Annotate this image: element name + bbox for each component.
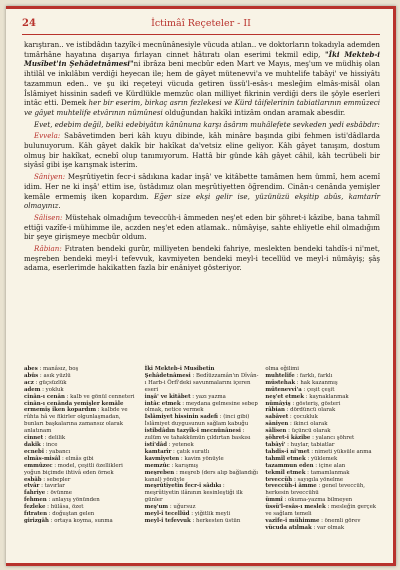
item-salisen: Sâlisen: Müstehak olmadığım teveccüh-i âmmeden neş'et eden bir şöhret-i kâzibe, bana tahmîl ettiği vazîfe-i mühimme ile, aczden neş'et eden atlamak.. nümâyişe, sahte ehliyetle ehil olmadığım bir şeye girişmeye mecbûr oldum.	[24, 212, 380, 242]
glossary-entry: kavmiyeten : kavim yönüyle	[144, 455, 224, 462]
glossary-entry: cinnet : delilik	[24, 435, 66, 442]
glossary-entry: neş'et etmek : kaynaklanmak	[265, 393, 349, 400]
glossary-entry: fezleke : hülâsa, özet	[24, 504, 84, 511]
glossary-entry: vazîfe-i mühimme : önemli görev	[265, 517, 361, 524]
glossary-entry: teveccüh : sayıgıla yönelme	[265, 476, 344, 483]
glossary-entry: olma eğilimi	[265, 366, 300, 372]
glossary-entry: kamtarîr : çatık suratlı	[144, 448, 210, 455]
glossary-entry: adem : yokluk	[24, 386, 64, 393]
glossary-entry: meşrûtiyetin fecr-i sâdıkı : meşrûtiyetin ilânının kesinleştiği ilk günler	[144, 483, 243, 504]
glossary-entry: girizgâh : ortaya koyma, sunma	[24, 517, 113, 524]
glossary-entry: tahdîs-i ni'met : nimeti yüksüle anma	[265, 448, 372, 455]
glossary-entry: memzûc : karışmış	[144, 462, 199, 469]
item-evvela: Evvela: Sabâvetimden beri kâh kuyu dibinde, kâh minâre başında gibi fehmen isti'dâdlarda bulunuyorum. Kâh gâyet dakîk bir hakîkat da'vetsiz eline geliyor. Kâh gâyet tanışım, dostum olmuş bir hakîkat, ecnebî olup tanımıyorum. Hattâ bir günde kâh gâyet câhil, kâh tecrübeli bir siyâsî gibi işe karışmak isterim.	[24, 131, 380, 170]
page-border-top	[6, 6, 396, 9]
page-header	[22, 18, 380, 32]
glossary-entry: elmâs-misâl : elmâs gibi	[24, 455, 94, 462]
glossary-entry: muhtelife : farklı, farklı	[265, 372, 333, 379]
glossary-column-1	[24, 366, 139, 532]
glossary-entry: emmûzec : model, çeşitli özellikleri yoğun biçimde ihtivâ eden örnek	[24, 462, 123, 476]
paragraph-2: Evet, edebim değil, belki edebiyâtın kânûnuna karşı âsârım muhâlefete sevkeden yedi esbâbdır:	[34, 119, 380, 129]
glossary-entry: meş'um : uğursuz	[144, 504, 196, 511]
page-border-bottom	[6, 563, 396, 566]
glossary-entry: İki Mekteb-i Musîbetin Şehâdetnâmesi : Bedîüzzamân'ın Dîvân-ı Harb-i Örfî'deki savunmalarını içeren eseri	[144, 366, 259, 393]
page-number: 24	[22, 18, 36, 29]
glossary-entry: tabâyi' : huylar, tabiatlar	[265, 441, 335, 448]
glossary-entry: vücuda atılmak : var olmak	[265, 524, 345, 531]
glossary-entry: abûs : asık yüzlü	[24, 372, 71, 379]
glossary	[24, 366, 380, 532]
glossary-entry: esbâb : sebepler	[24, 476, 71, 483]
glossary-entry: abes : manâsız, boş	[24, 366, 79, 372]
glossary-entry: ümmî : okuma-yazma bilmeyen	[265, 497, 353, 504]
glossary-entry: dakîk : ince	[24, 441, 58, 448]
glossary-entry: inşâ' ve kitâbet : yazı yazma	[144, 393, 226, 400]
glossary-entry: etvâr : tavırlar	[24, 483, 65, 490]
glossary-entry: meşreben : meşreb (ders alıp bağlandığı kanal) yönüyle	[144, 469, 258, 483]
main-text	[24, 40, 380, 275]
book-page	[6, 6, 396, 566]
glossary-entry: nümâyiş : gösteriş, gösteri	[265, 400, 341, 407]
glossary-entry: ecnebî : yabancı	[24, 448, 71, 455]
glossary-entry: tekmîl etmek : tamamlanmak	[265, 469, 350, 476]
glossary-entry: sabâvet : çocukluk	[265, 414, 318, 421]
glossary-entry: sâlisen : üçüncü olarak	[265, 428, 331, 435]
glossary-column-3	[265, 366, 380, 532]
glossary-entry: râbian : dördüncü olarak	[265, 407, 336, 414]
item-saniyen: Sâniyen: Meşrûtiyetin fecr-i sâdıkına kadar inşâ' ve kitâbette tamâmen hem ümmî, hem acemî idim. Her ne ki inşâ' ettim ise, üstâdımız olan meşrûtiyetten öğrendim. Cinân-ı cenânda yemişler kemâle ermemiş iken kopardım. Eğer size ekşi gelir ise, yüzünüzü ekşitip abûs, kamtarîr olmayınız.	[24, 172, 381, 211]
glossary-entry: şöhret-i kâzibe : yalancı şöhret	[265, 435, 355, 442]
glossary-entry: fehmen : anlayış yönünden	[24, 497, 100, 504]
glossary-entry: isti'dâd : yetenek	[144, 441, 194, 448]
glossary-column-2	[145, 366, 260, 532]
header-rule	[22, 34, 380, 35]
glossary-entry: istibdâdın tazyîk-i mecnûnânesi : zulüm ve tahakkümün çıldırtan baskısı	[144, 428, 251, 442]
glossary-entry: acz : güçsüzlük	[24, 379, 67, 386]
running-title: İctimâî Reçeteler - II	[151, 18, 251, 29]
glossary-entry: teveccüh-i âmme : genel teveccüh, herkesin teveccühü	[265, 483, 366, 497]
glossary-entry: intâc etmek : meydana gelmesine sebep olmak, netice vermek	[144, 400, 258, 414]
glossary-entry: meyl-i tecellüd : yiğitlik meyli	[144, 511, 231, 518]
glossary-entry: tazammun eden : içine alan	[265, 462, 346, 469]
glossary-entry: cinân-ı cenân : kalb ve gönül cenneteri	[24, 393, 135, 400]
glossary-entry: sâniyen : ikinci olarak	[265, 421, 328, 428]
glossary-entry: fahriye : övünme	[24, 490, 72, 497]
glossary-entry: meyl-i tefevvuk : herkesten üstün	[144, 517, 241, 524]
glossary-entry: mütenevvi'a : çeşit çeşit	[265, 386, 335, 393]
page-border-right	[393, 6, 396, 566]
glossary-entry: müstehak : hak kazanmış	[265, 379, 338, 386]
glossary-entry: İslâmiyet hissinin sadefi : (inci gibi) İslâmiyet duygusunun sağlam kabuğu	[144, 414, 250, 428]
item-rabian: Râbian: Fıtraten bendeki gurûr, milliyeten bendeki fahriye, meslekten bendeki tahdîs-i ni'met, meşreben bendeki meyl-i tefevvuk, kavmiyeten bendeki meyl-i tecellüd ve meyl-i nümâyiş; şâş adama, eserlerimde hakikatten fazla bir enâniyet gösteriyor.	[24, 244, 380, 273]
glossary-entry: üssü'l-esâs-ı meslek : mesleğin gerçek ve sağlam temeli	[265, 504, 377, 518]
glossary-entry: fıtraten : doğuştan gelen	[24, 511, 95, 518]
glossary-entry: cinân-ı cenânda yemişler kemâle ermemiş iken kopardım : kalbde ve rûhta hâ ve fikirler olgunlaşmadan, bunları başkalarına zamansız olarak anlatınam	[24, 400, 128, 435]
paragraph-1: karıştıran.. ve istibdâdın tazyîk-i mecnûnânesiyle vücuda atılan.. ve doktorların tokadıyla ademden tımârhâne hayatına dışarıya fırlayan cinnet hâtıratı olan eserimi tekmil edip, "İki Mekteb-i Musîbet'in Şehâdetnâmesi"ni ibrâza beni mecbûr eden Mart ve Mayıs, meş'um ve müdhiş olan ihtilâl ve inkılâbın verdiği heyecan ile; hem de gâyet mütenevvi'a ve muhtelife tabâyi' ve hissiyâtı tazammun eden.. ve şu iki reçeteyi vücuda getiren üssü'l-esâs-ı mesleğim elmâs-misâl olan İslâmiyet hissinin sadefi ve Kürdlükle memzûc olan milliyet fikrinin verdiği ders ile şöyle eserleri intâc etti. Demek her bir eserim, birkaç asrın fezlekesi ve Kürd tâifelerinin tabiatlarının emmûzeci ve gâyet muhtelife etvârının nümûnesi olduğundan hakîki intizâm ondan aramak abesdir.	[24, 40, 381, 117]
glossary-entry: tahmîl etmek : yüklemek	[265, 455, 338, 462]
